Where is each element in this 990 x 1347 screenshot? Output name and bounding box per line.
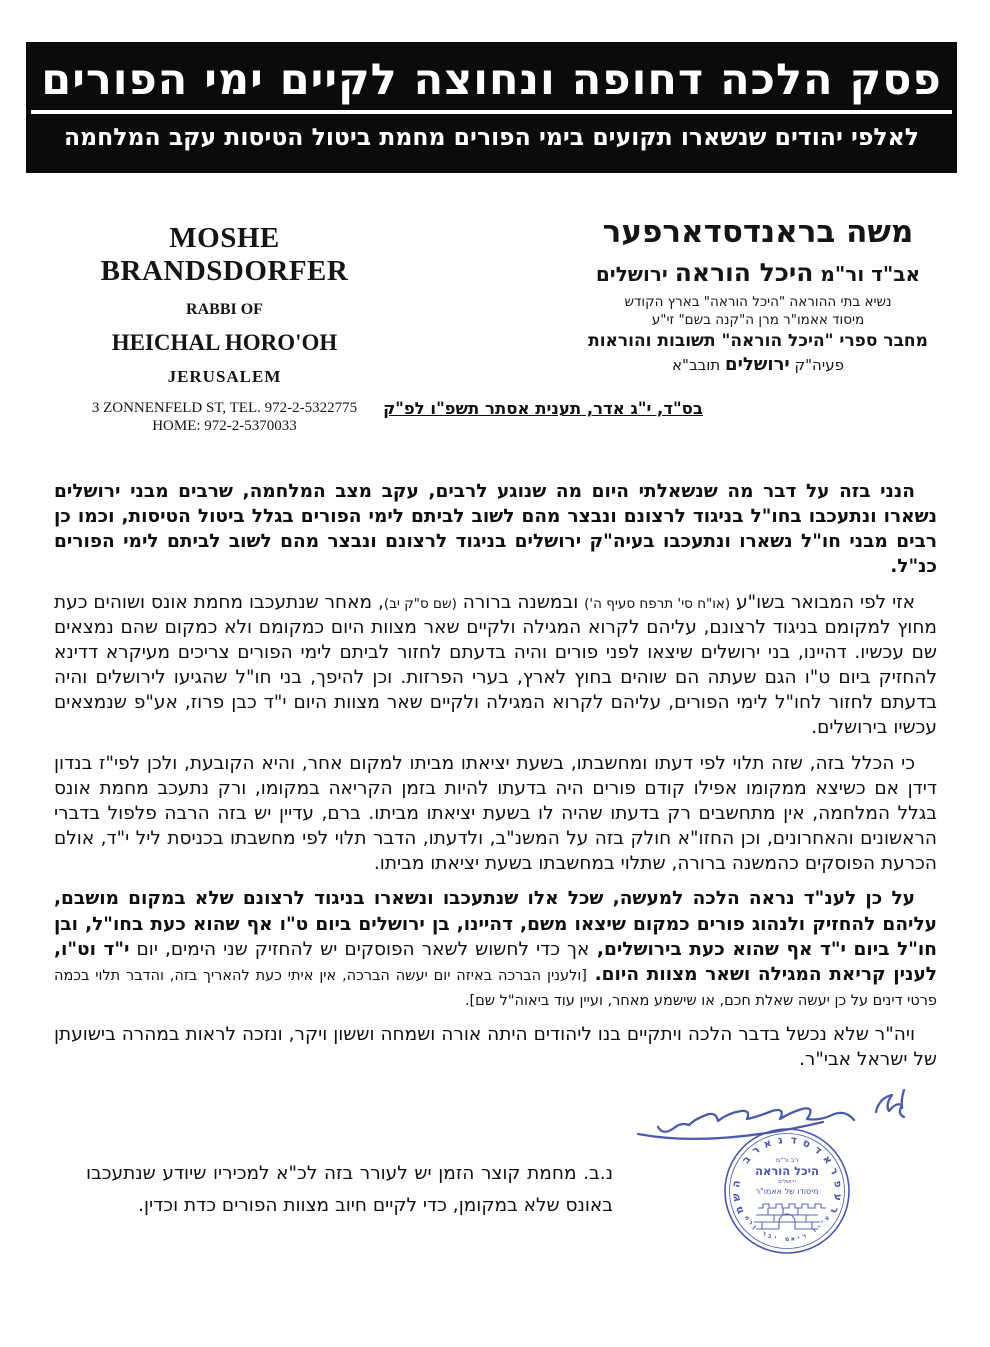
- svg-text:ר: ר: [801, 1232, 808, 1241]
- p2-text-3: , מאחר שנתעכבו מחמת אונס ושוהים כעת מחוץ למקומם בניגוד לרצונם, עליהם לקרוא המגילה ולקיים שאר מצוות היום כמקומם ולא כמקום שהם נמצאים שם עכשיו. דהיינו, בני ירושלים שיצאו לפני פורים והיה בדעתם לחזור לביתם לימי הפורים צריכים מעיקרא דדינא להחזיק ביום ט"ו הגם שעתה הם שוהים בחוץ לארץ, בערי הפרזות. וכן להיפך, בני חו"ל שהגיעו לירושלים והיה בדעתם לחזור לחו"ל לימי הפורים, עליהם לקרוא המגילה ולקיים שאר מצוות היום י"ד כבן פרוז, אע"פ שנמצאים עכשיו בירושלים.: [54, 591, 937, 739]
- stamp-line-rav: רב ור"מ: [775, 1156, 799, 1164]
- svg-text:ז: ז: [811, 1227, 818, 1235]
- stamp-jerusalem-wall-illustration: [754, 1204, 826, 1229]
- svg-text:": ": [819, 1219, 828, 1227]
- rabbi-title-hebrew: [568, 258, 948, 287]
- svg-text:ב: ב: [739, 1153, 754, 1166]
- p4-ruling-bold-1: על כן לענ"ד נראה הלכה למעשה, שכל אלו שנתעכבו ונשארו בניגוד לרצונם שלא במקום מושבם, עליהם להחזיק ולנהוג פורים כמקום שיצאו משם, דהיינו, בן ירושלים ביום ט"ו אף שהוא כעת בחו"ל, ובן חו"ל ביום י"ד אף שהוא כעת בירושלים,: [54, 888, 937, 960]
- stamp-line-founded: מיסודו של אאמו"ר: [755, 1187, 819, 1196]
- body-paragraph-3: כי הכלל בזה, שזה תלוי לפי דעתו ומחשבתו, בשעת יציאתו מביתו למקום אחר, והיא הקובעת, ולכן לפי"ז בנדון דידן אם כשיצא ממקומו אפילו קודם פורים היה בדעתו להיות בזמן הקריאה במקומו, ורק נתעכב מחמת אונס בגלל המלחמה, אין מתחשבים רק בדעתו שהיה לו בשעת יציאתו מביתו. ברם, עדיין יש בזה הרבה פלפול בדברי הראשונים והאחרונים, וכן החזו"א חולק בזה על המשנ"ב, ולדעתו, הדבר תלוי לפי מחשבתו בכניסת ליל י"ד, אולם הכרעת הפוסקים כהמשנה ברורה, שתלוי במחשבתו בשעת יציאתו מביתו.: [54, 752, 937, 875]
- letterhead-line3: נשיא בתי ההוראה "היכל הוראה" בארץ הקודש: [624, 294, 892, 310]
- svg-text:ר: ר: [827, 1165, 841, 1177]
- svg-text:נ: נ: [777, 1134, 784, 1147]
- svg-text:מ: מ: [742, 1214, 751, 1222]
- svg-text:מ: מ: [732, 1204, 747, 1216]
- stamp-line-heichal: היכל הוראה: [755, 1164, 819, 1178]
- svg-text:ב: ב: [766, 1232, 773, 1241]
- svg-text:י: י: [773, 1234, 777, 1242]
- p2-source-ref-2: (שם ס"ק יב): [383, 595, 457, 612]
- hebrew-date: בס"ד, י"ג אדר, תענית אסתר תשפ"ו לפ"ק: [383, 399, 703, 418]
- line6-suffix: תובב"א: [672, 356, 721, 374]
- p2-text-2: ובמשנה ברורה: [456, 591, 585, 613]
- svg-text:ר: ר: [827, 1204, 842, 1216]
- svg-text:י: י: [797, 1234, 801, 1242]
- line6-city: ירושלים: [725, 354, 790, 375]
- body-paragraph-2: [54, 590, 937, 741]
- svg-text:י: י: [816, 1223, 823, 1231]
- svg-text:ר: ר: [760, 1229, 768, 1238]
- home-phone: HOME: 972-2-5370033: [152, 418, 297, 434]
- institution-name-english: HEICHAL HORO'OH: [111, 330, 338, 355]
- title-institution: היכל הוראה: [674, 258, 814, 287]
- p2-source-ref-1: (או"ח סי' תרפח סעיף ה'): [584, 595, 731, 612]
- p4-regular: אך כדי לחשוש לשאר הפוסקים יש להחזיק שני הימים, יום: [129, 938, 590, 960]
- postscript-note: נ.ב. מחמת קוצר הזמן יש לעורר בזה לכ"א למכיריו שיודע שנתעכבו באונס שלא במקומן, כדי לקיים חיוב מצוות הפורים כדת וכדין.: [86, 1163, 613, 1217]
- street-address: 3 ZONNENFELD ST, TEL. 972-2-5322775: [91, 400, 358, 416]
- svg-text:ע: ע: [831, 1193, 845, 1202]
- stamp-line-jerusalem: ירושלים: [778, 1179, 796, 1185]
- svg-text:ר: ר: [749, 1143, 763, 1158]
- svg-text:א: א: [790, 1235, 796, 1243]
- letterhead-hebrew: [568, 214, 948, 375]
- letter-body: [54, 479, 937, 1082]
- headline-subtitle: לאלפי יהודים שנשארו תקועים בימי הפורים מחמת ביטול הטיסות עקב המלחמה: [64, 123, 919, 151]
- rabbi-name-hebrew: משה בראנדסדארפער: [602, 214, 914, 250]
- svg-text:פ: פ: [831, 1179, 844, 1189]
- rabbi-of-label: RABBI OF: [186, 301, 263, 318]
- letterhead-line6: [568, 354, 948, 375]
- p2-text-1: אזי לפי המבואר בשו"ע: [730, 591, 915, 613]
- svg-text:א: א: [820, 1153, 835, 1167]
- svg-text:א: א: [761, 1136, 774, 1151]
- rabbinic-stamp: [720, 1124, 854, 1258]
- letterhead-line5: מחבר ספרי "היכל הוראה" תשובות והוראות: [588, 331, 928, 351]
- p4-ruling-bold-2: י"ד וט"ו, לענין קריאת המגילה ושאר מצוות היום.: [54, 938, 937, 985]
- svg-text:ד: ד: [789, 1134, 798, 1147]
- body-paragraph-5: ויה"ר שלא נכשל בדבר הלכה ויתקיים בנו ליהודים היתה אורה ושמחה וששון ויקר, ונזכה לראות במהרה בישועתן של ישראל אבי"ר.: [54, 1024, 937, 1071]
- p4-bracketed-note: [ולענין הברכה באיזה יום יעשה הברכה, אין איתי כעת להאריך בזה, והדבר תלוי בכמה פרטי דינים על כן יעשה שאלת חכם, או שישמע מאחר, ועיין עוד ביאוה"ל שם].: [54, 967, 937, 1009]
- svg-text:ס: ס: [800, 1136, 813, 1151]
- letterhead-line4: מיסוד אאמו"ר מרן ה"קנה בשם" זי"ע: [651, 312, 865, 328]
- svg-text:ר: ר: [746, 1219, 755, 1227]
- title-city: ירושלים: [595, 262, 668, 286]
- title-prefix: אב"ד ור"מ: [820, 262, 921, 286]
- svg-text:ה: ה: [730, 1179, 743, 1189]
- body-paragraph-1: הנני בזה על דבר מה שנשאלתי היום מה שנוגע לרבים, עקב מצב המלחמה, שרבים מבני ירושלים נשארו ונתעכבו בחו"ל בניגוד לרצונם ונבצר מהם לשוב לביתם לימי הפורים בגלל ביטול הטיסות, וכמו כן רבים מבני חו"ל נשארו ונתעכבו בעיה"ק ירושלים בניגוד לרצונם ונבצר מהם לשוב לביתם לימי הפורים כנ"ל.: [54, 481, 937, 578]
- svg-text:ן: ן: [751, 1223, 758, 1231]
- svg-text:ש: ש: [729, 1192, 743, 1202]
- headline-banner: [26, 42, 957, 173]
- rabbi-name-english: MOSHE BRANDSDORFER: [100, 222, 349, 287]
- line6-prefix: פעיה"ק: [794, 356, 844, 374]
- svg-text:ע: ע: [823, 1214, 832, 1222]
- svg-text:ד: ד: [811, 1143, 825, 1158]
- body-paragraph-4: [54, 886, 937, 1012]
- dateline-row: [0, 399, 990, 418]
- svg-text:מ: מ: [784, 1236, 790, 1243]
- signature-flourish-right: [876, 1090, 904, 1117]
- headline-title: פסק הלכה דחופה ונחוצה לקיים ימי הפורים: [31, 55, 951, 114]
- city-english: JERUSALEM: [167, 367, 282, 386]
